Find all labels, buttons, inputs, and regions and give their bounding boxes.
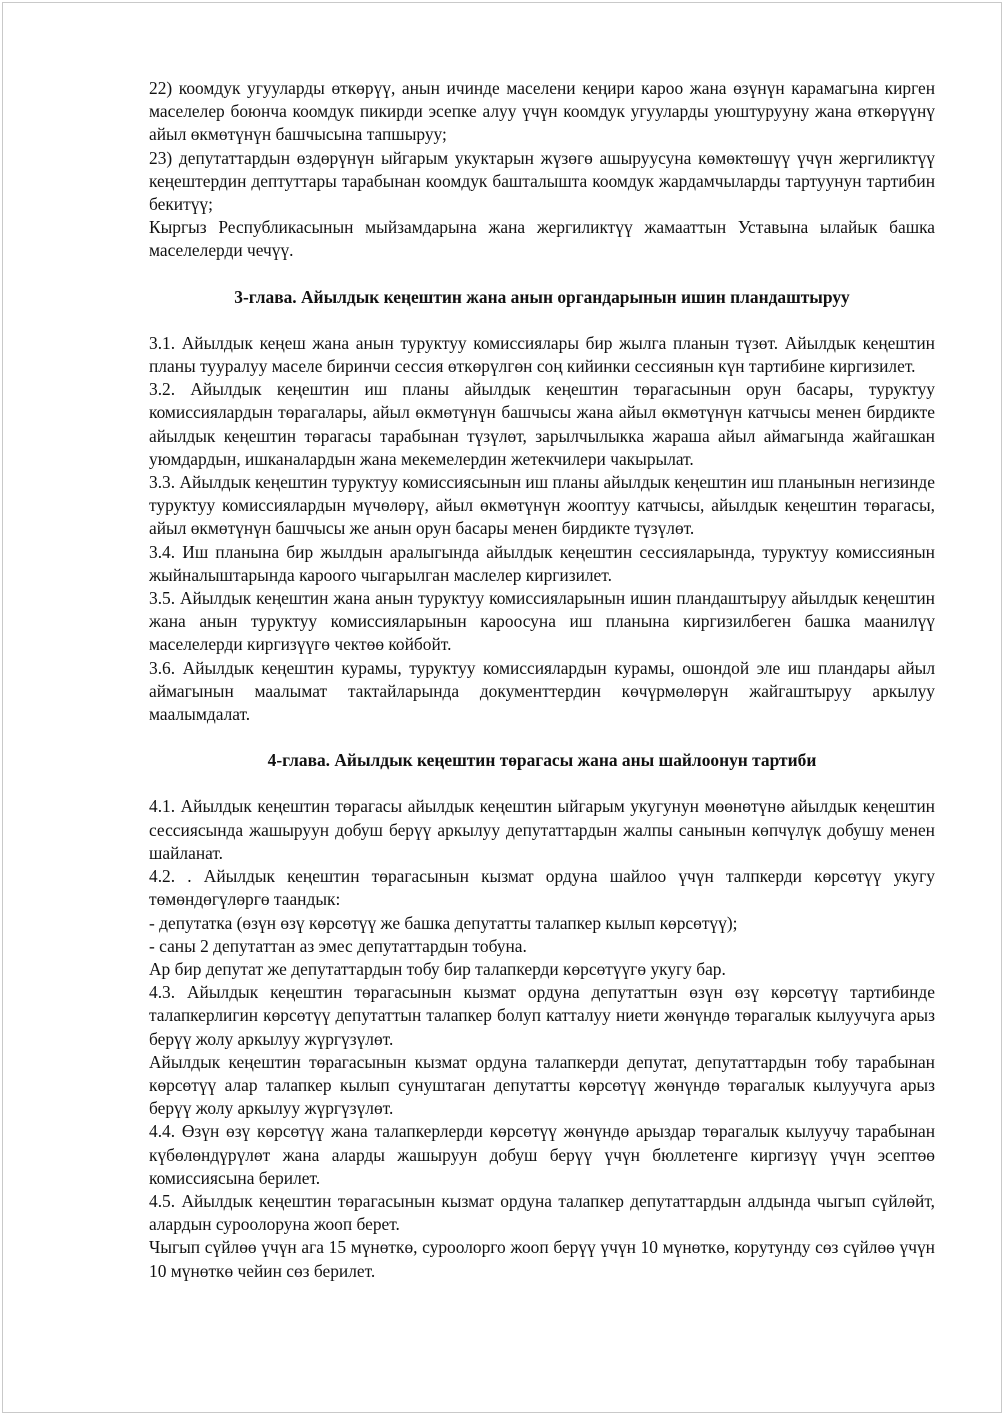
spacer (149, 263, 935, 286)
chapter-3-heading: 3-глава. Айылдык кеңештин жана анын органдарынын ишин пландаштыруу (234, 286, 850, 307)
paragraph-3-5: 3.5. Айылдык кеңештин жана анын туруктуу комиссияларынын ишин пландаштыруу айылдык кеңештин жана анын туруктуу комиссияларынын кароосуна иш планына киргизилбеген башка маанилүү маселелерди киргизүүгө чектөө койбойт. (149, 588, 935, 655)
paragraph-4-2: 4.2. . Айылдык кеңештин төрагасынын кызмат ордуна шайлоо үчүн талпкерди көрсөтүү укугу төмөндөгүлөргө таандык: (149, 866, 935, 910)
paragraph-22: 22) коомдук угууларды өткөрүү, анын ичинде маселени кеңири кароо жана өзүнүн карамагына кирген маселелер боюнча коомдук пикирди эсепке алуу үчүн коомдук угууларды уюштурууну жана өткөрүүнү айыл өкмөтүнүн башчысына тапшыруу; (149, 78, 935, 145)
document-page (2, 2, 1002, 1413)
spacer (149, 726, 935, 749)
paragraph-4-4: 4.4. Өзүн өзү көрсөтүү жана талапкерлерди көрсөтүү жөнүндө арыздар төрагалык кылуучу тарабынан күбөлөндүрүлөт жана аларды жашыруун добуш берүү үчүн бюллетенге киргизүү үчүн эсептөө комиссиясына берилет. (149, 1121, 935, 1188)
paragraph-3-2: 3.2. Айылдык кеңештин иш планы айылдык кеңештин төрагасынын орун басары, туруктуу комиссиялардын төрагалары, айыл өкмөтүнүн башчысы жана айыл өкмөтүнүн катчысы менен бирдикте айылдык кеңештин төрагасы тарабынан түзүлөт, зарылчылыкка жараша айыл аймагында жайгашкан уюмдардын, ишканалардын жана мекемелердин жетекчилери чакырылат. (149, 379, 935, 469)
paragraph-3-4: 3.4. Иш планына бир жылдын аралыгында айылдык кеңештин сессияларында, туруктуу комиссиянын жыйналыштарында кароого чыгарылган маслелер киргизилет. (149, 541, 935, 585)
paragraph-speech-time: Чыгып сүйлөө үчүн ага 15 мүнөткө, суроолорго жооп берүү үчүн 10 мүнөткө, корутунду сөз сүйлөө үчүн 10 мүнөткө чейин сөз берилет. (149, 1237, 935, 1281)
list-item-deputy: - депутатка (өзүн өзү көрсөтүү же башка депутатты талапкер кылып көрсөтүү); (149, 912, 738, 933)
paragraph-4-5: 4.5. Айылдык кеңештин төрагасынын кызмат ордуна талапкер депутаттардын алдында чыгып сүйлөйт, алардын суроолоруна жооп берет. (149, 1190, 935, 1235)
paragraph-23: 23) депутаттардын өздөрүнүн ыйгарым укуктарын жүзөгө ашыруусуна көмөктөшүү үчүн жергиликтүү кеңештердин дептуттары тарабынан коомдук башталышта коомдук жардамчыларды тартуунун тартибин бекитүү; (149, 147, 935, 215)
chapter-4-heading: 4-глава. Айылдык кеңештин төрагасы жана аны шайлоонун тартиби (267, 750, 817, 771)
paragraph-4-1: 4.1. Айылдык кеңештин төрагасы айылдык кеңештин ыйгарым укугунун мөөнөтүнө айылдык кеңештин сессиясында жашыруун добуш берүү аркылуу депутаттардын жалпы санынын көпчүлүк добушу менен шайланат. (149, 796, 935, 863)
paragraph-3-1: 3.1. Айылдык кеңеш жана анын туруктуу комиссиялары бир жылга планын түзөт. Айылдык кеңештин планы тууралуу маселе биринчи сессия өткөрүлгөн соң кийинки сессиянын күн тартибине киргизилет. (149, 332, 935, 377)
spacer (149, 309, 935, 332)
paragraph-3-6: 3.6. Айылдык кеңештин курамы, туруктуу комиссиялардын курамы, ошондой эле иш пландары айыл аймагынын маалымат тактайларында документтердин көчүрмөлөрүн жайгаштыруу аркылуу маалымдалат. (149, 657, 935, 725)
paragraph-3-3: 3.3. Айылдык кеңештин туруктуу комиссиясынын иш планы айылдык кеңештин иш планынын негизинде туруктуу комиссиялардын мүчөлөрү, айыл өкмөтүнүн жооптуу катчысы, айылдык кеңештин төрагасы, айыл өкмөтүнүн башчысы же анын орун басары менен бирдикте түзүлөт. (149, 472, 935, 539)
paragraph-other-matters: Кыргыз Республикасынын мыйзамдарына жана жергиликтүү жамааттын Уставына ылайык башка маселелерди чечүү. (149, 217, 935, 261)
paragraph-nomination-right: Ар бир депутат же депутаттардын тобу бир талапкерди көрсөтүүгө укугу бар. (149, 958, 726, 979)
list-item-group: - саны 2 депутаттан аз эмес депутаттардын тобуна. (149, 935, 527, 956)
paragraph-4-3-group: Айылдык кеңештин төрагасынын кызмат ордуна талапкерди депутат, депутаттардын тобу тарабынан көрсөтүү алар талапкер кылып сунуштаган депутатты көрсөтүү жөнүндө төрагалык кылуучуга арыз берүү жолу аркылуу жүргүзүлөт. (149, 1051, 935, 1119)
document-body (149, 77, 935, 1283)
paragraph-4-3: 4.3. Айылдык кеңештин төрагасынын кызмат ордуна депутаттын өзүн өзү көрсөтүү тартибинде талапкерлигин көрсөтүү депутаттын талапкер болуп катталуу ниети жөнүндө төрагалык кылуучуга арыз берүү жолу аркылуу жүргүзүлөт. (149, 982, 935, 1049)
spacer (149, 772, 935, 795)
